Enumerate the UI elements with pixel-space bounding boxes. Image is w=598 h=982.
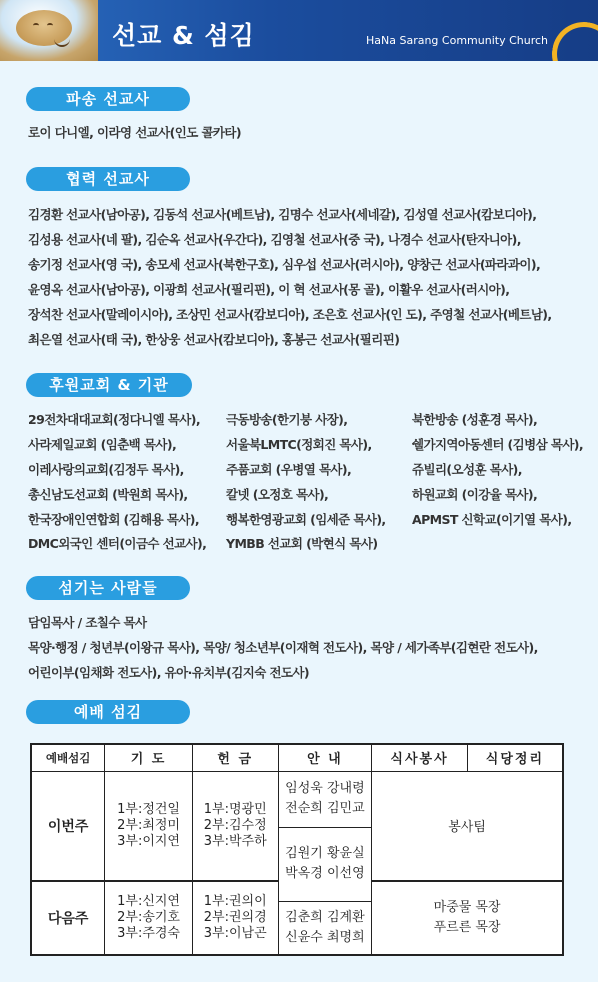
partner-line: 윤영옥 선교사(남아공), 이광희 선교사(필리핀), 이 혁 선교사(몽 골), 이활우 선교사(러시아), [28, 282, 510, 297]
prayer-entry: 3부:주경숙 [117, 926, 180, 941]
col-header: 식당정리 [467, 744, 563, 771]
support-item: 서울북LMTC(정회진 목사), [226, 437, 372, 452]
support-item: APMST 신학교(이기열 목사), [412, 512, 572, 527]
col-header: 식사봉사 [372, 744, 468, 771]
guide-entry: 임성욱 강내령 [285, 781, 365, 796]
support-item: 칼넷 (오정호 목사), [226, 487, 329, 502]
guide-entry: 전순희 김민교 [285, 801, 365, 816]
dispatched-heading: 파송 선교사 [26, 87, 190, 111]
meal-entry: 마중물 목장 [433, 900, 501, 915]
support-item: 사라제일교회 (임춘백 목사), [28, 437, 177, 452]
col-header: 기 도 [105, 744, 193, 771]
smiley-sand-icon [16, 10, 72, 46]
guide-entry: 김춘희 김계환 [285, 909, 365, 925]
offering-entry: 3부:박주하 [203, 833, 267, 849]
support-item: 쥬빌리(오성훈 목사), [412, 462, 522, 477]
support-item: 하원교회 (이강율 목사), [412, 487, 538, 502]
partner-line: 김성용 선교사(네 팔), 김순옥 선교사(우간다), 김영철 선교사(중 국), 나경수 선교사(탄자니아), [28, 232, 521, 247]
guide-b [278, 827, 372, 901]
support-heading: 후원교회 & 기관 [26, 373, 192, 397]
support-item: DMC외국인 센터(이금수 선교사), [28, 536, 207, 551]
this-week-meal: 봉사팀 [372, 771, 563, 881]
prayer-entry: 2부:송기호 [117, 910, 180, 925]
support-item: 총신남도선교회 (박원희 목사), [28, 487, 188, 502]
next-week-label: 다음주 [31, 881, 105, 955]
swoosh-decoration [547, 17, 598, 61]
table-header-row [31, 744, 563, 771]
this-week-prayer [105, 771, 193, 881]
support-item: YMBB 선교회 (박현식 목사) [226, 536, 378, 551]
support-item: 주품교회 (우병열 목사), [226, 462, 352, 477]
next-week-offering [192, 881, 278, 955]
guide-entry: 박옥경 이선영 [285, 866, 365, 881]
this-week-guide-a [278, 771, 372, 827]
this-week-label: 이번주 [31, 771, 105, 881]
offering-entry: 1부:권의이 [203, 894, 267, 909]
table-row [31, 771, 563, 827]
servers-heading: 섬기는 사람들 [26, 576, 190, 600]
servers-line: 목양·행정 / 청년부(이왕규 목사), 목양/ 청소년부(이재혁 전도사), 목양 / 세가족부(김현란 전도사), [28, 640, 538, 655]
support-item: 한국장애인연합회 (김해용 목사), [28, 512, 200, 527]
support-item: 이레사랑의교회(김정두 목사), [28, 462, 184, 477]
worship-heading: 예배 섬김 [26, 700, 190, 724]
partner-line: 장석찬 선교사(말레이시아), 조상민 선교사(캄보디아), 조은호 선교사(인 도), 주영철 선교사(베트남), [28, 307, 552, 322]
support-item: 북한방송 (성훈경 목사), [412, 412, 538, 427]
col-header: 헌 금 [192, 744, 278, 771]
next-week-meal [372, 881, 563, 955]
worship-table [30, 743, 564, 956]
dispatched-text: 로이 다니엘, 이라영 선교사(인도 콜카타) [28, 125, 241, 140]
support-item: 행복한영광교회 (임세준 목사), [226, 512, 386, 527]
next-week-guide-c [278, 901, 372, 955]
prayer-entry: 3부:이지연 [117, 833, 180, 849]
offering-entry: 3부:이남곤 [203, 926, 267, 941]
prayer-entry: 1부:신지연 [117, 894, 180, 909]
guide-entry: 신윤수 최명희 [285, 929, 365, 945]
partner-line: 김경환 선교사(남아공), 김동석 선교사(베트남), 김명수 선교사(세네갈), 김성열 선교사(캄보디아), [28, 207, 537, 222]
servers-line: 어린이부(임채화 전도사), 유아·유치부(김지숙 전도사) [28, 665, 309, 680]
next-week-prayer [105, 881, 193, 955]
servers-line: 담임목사 / 조칠수 목사 [28, 615, 147, 630]
page-header [0, 0, 598, 61]
offering-entry: 2부:권의경 [203, 910, 267, 925]
meal-entry: 푸르른 목장 [433, 920, 501, 935]
partner-line: 송기정 선교사(영 국), 송모세 선교사(북한구호), 심우섭 선교사(러시아), 양창근 선교사(파라과이), [28, 257, 541, 272]
support-item: 쉘가지역아동센터 (김병삼 목사), [412, 437, 584, 452]
church-name: HaNa Sarang Community Church [366, 34, 548, 47]
support-item: 29전차대대교회(정다니엘 목사), [28, 412, 201, 427]
prayer-entry: 1부:정건일 [117, 801, 180, 817]
partner-line: 최은열 선교사(태 국), 한상웅 선교사(캄보디아), 홍봉근 선교사(필리핀) [28, 332, 400, 347]
partner-heading: 협력 선교사 [26, 167, 190, 191]
support-item: 극동방송(한기붕 사장), [226, 412, 348, 427]
prayer-entry: 2부:최정미 [117, 817, 180, 833]
offering-entry: 1부:명광민 [203, 801, 267, 817]
offering-entry: 2부:김수정 [203, 817, 267, 833]
col-header: 안 내 [278, 744, 372, 771]
guide-entry: 김원기 황윤실 [285, 846, 365, 861]
col-header: 예배섬김 [31, 744, 105, 771]
header-photo [0, 0, 98, 61]
page-title: 선교 & 섬김 [112, 21, 255, 50]
this-week-offering [192, 771, 278, 881]
